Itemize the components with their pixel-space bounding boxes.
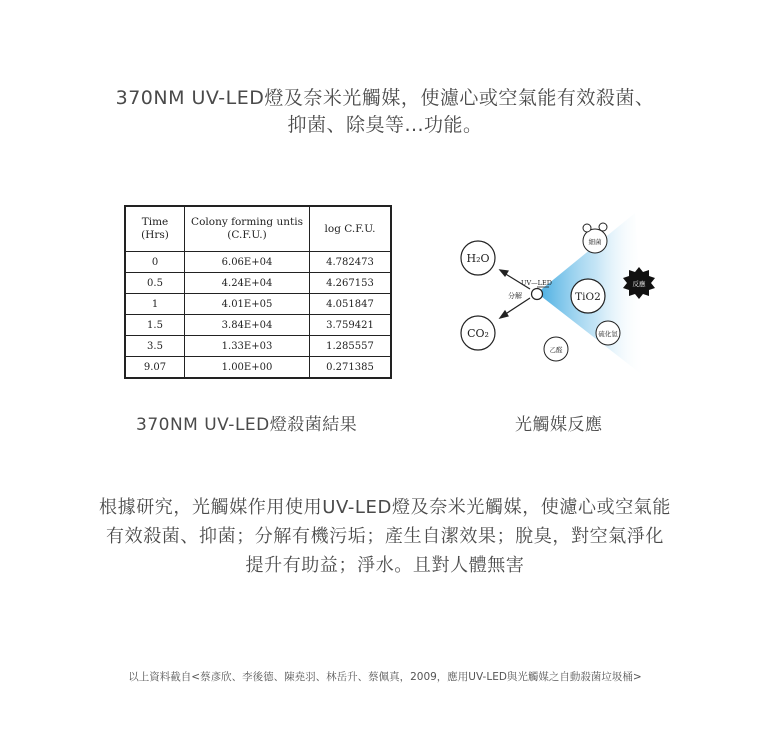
uv-led-label: UV—LED [521,279,552,287]
heading-line-1: 370NM UV-LED燈及奈米光觸媒，使濾心或空氣能有效殺菌、 [115,87,655,109]
table-row [125,294,391,315]
cell-cfu: 1.00E+00 [185,357,310,379]
reaction-label: 反應 [632,280,646,288]
cell-log: 3.759421 [310,315,392,336]
photocatalyst-diagram [440,205,670,385]
hydrogen-sulfide-label: 硫化氫 [598,330,618,338]
cell-log: 4.051847 [310,294,392,315]
cell-cfu: 6.06E+04 [185,252,310,273]
cell-time: 0.5 [125,273,185,294]
h2o-label: H₂O [466,252,490,265]
cfu-results-table [124,205,392,379]
header-cfu-label: Colony forming untis [191,216,303,228]
body-line-3: 提升有助益；淨水。且對人體無害 [245,555,525,576]
cell-cfu: 4.24E+04 [185,273,310,294]
cell-cfu: 3.84E+04 [185,315,310,336]
table-caption: 370NM UV-LED燈殺菌結果 [136,415,358,435]
uv-led-icon [532,289,543,300]
source-citation: 以上資料截自<蔡彥欣、李後德、陳堯羽、林岳升、蔡佩真，2009，應用UV-LED與光觸媒之自動殺菌垃圾桶> [128,671,642,683]
body-line-2: 有效殺菌、抑菌；分解有機污垢；產生自潔效果；脫臭，對空氣淨化 [106,526,664,547]
cell-time: 1.5 [125,315,185,336]
header-log-cfu [310,206,392,252]
cell-time: 9.07 [125,357,185,379]
cell-log: 0.271385 [310,357,392,379]
table-row [125,357,391,379]
header-cfu [185,206,310,252]
heading-line-2: 抑菌、除臭等...功能。 [287,114,483,136]
header-time-unit: (Hrs) [141,229,169,241]
cell-log: 1.285557 [310,336,392,357]
cell-log: 4.267153 [310,273,392,294]
decompose-label: 分解 [508,292,522,300]
cell-time: 3.5 [125,336,185,357]
body-line-1: 根據研究，光觸媒作用使用UV-LED燈及奈米光觸媒，使濾心或空氣能 [99,497,671,518]
header-cfu-unit: (C.F.U.) [227,229,267,241]
arrow-down-left-icon [500,298,530,318]
tio2-label: TiO2 [575,291,601,303]
cell-cfu: 1.33E+03 [185,336,310,357]
acetaldehyde-label: 乙醛 [549,346,563,354]
cell-log: 4.782473 [310,252,392,273]
header-time-label: Time [141,216,169,228]
diagram-caption: 光觸媒反應 [515,415,603,435]
table-header-row [125,206,391,252]
co2-label: CO₂ [467,327,489,340]
table-row [125,273,391,294]
table-row [125,336,391,357]
bacteria-label: 細菌 [588,238,602,246]
header-log-label: log C.F.U. [324,222,376,235]
cell-time: 0 [125,252,185,273]
table-row [125,315,391,336]
header-time [125,206,185,252]
cell-time: 1 [125,294,185,315]
table-row [125,252,391,273]
cell-cfu: 4.01E+05 [185,294,310,315]
